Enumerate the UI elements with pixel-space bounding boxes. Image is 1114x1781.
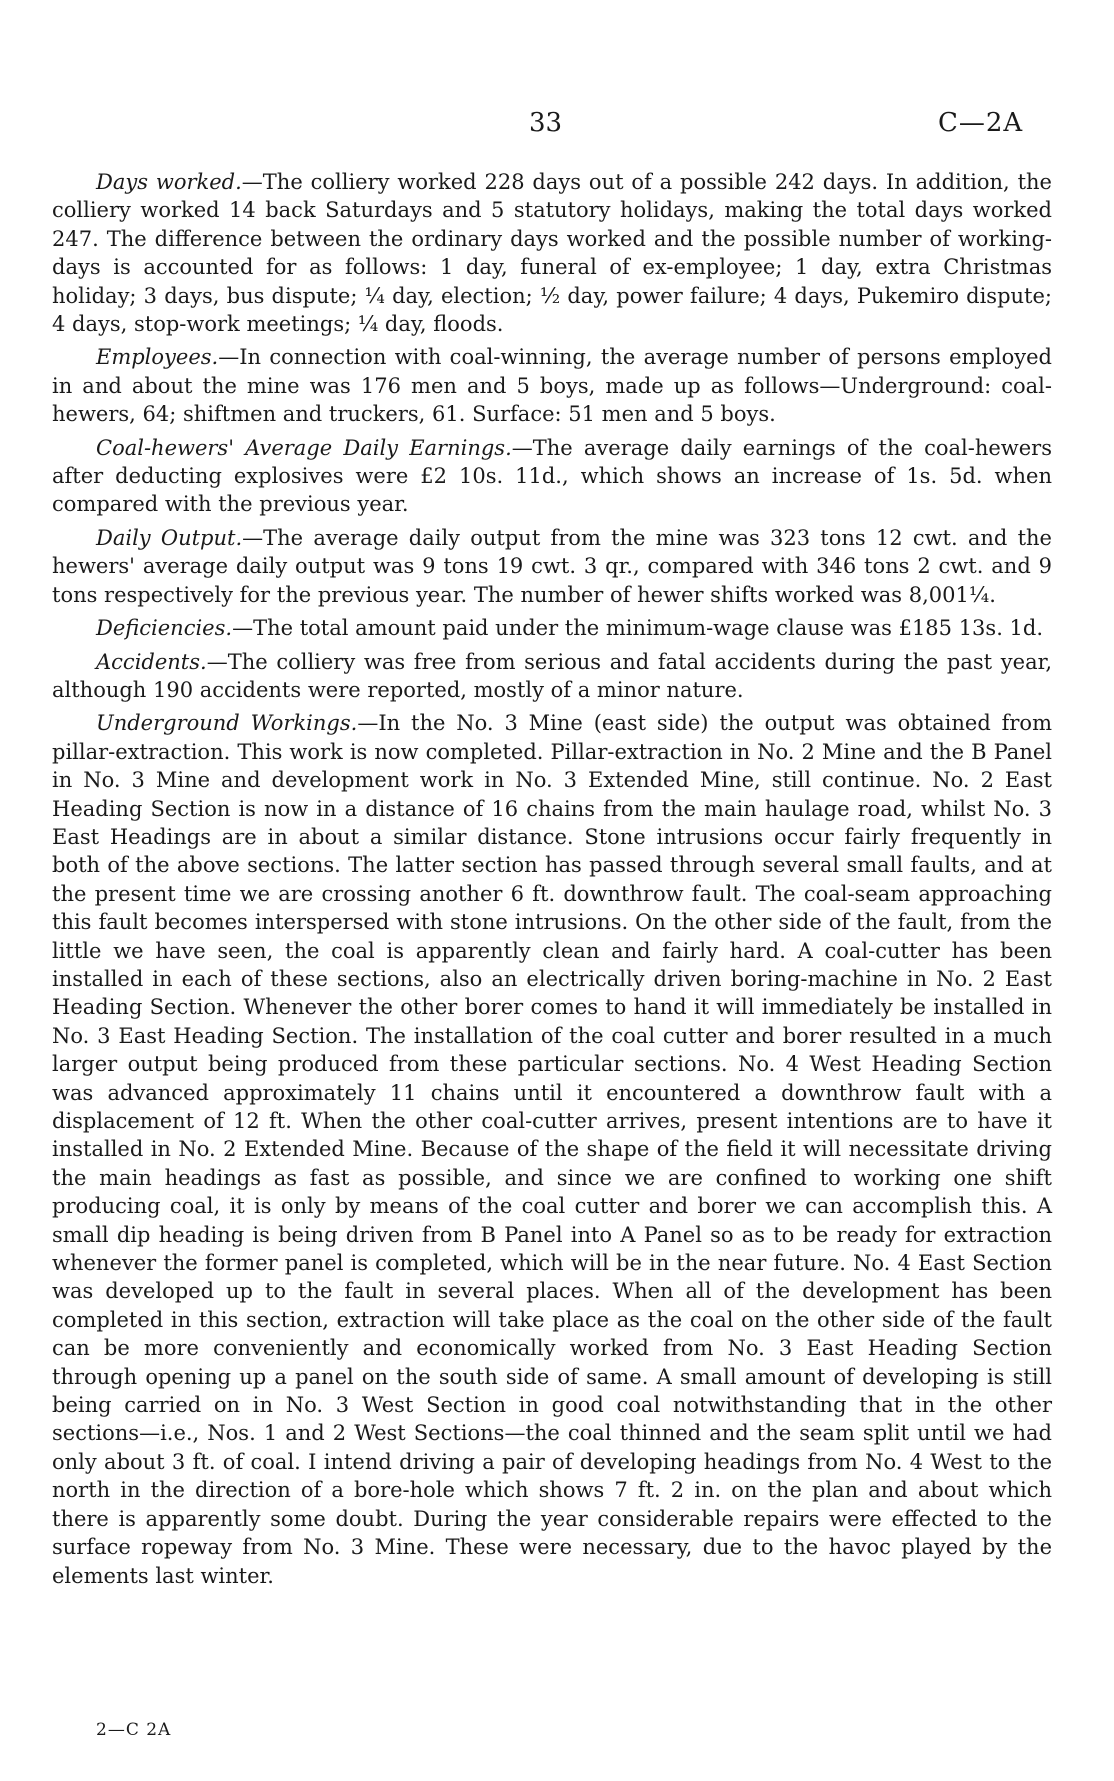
paragraph-text: —The colliery was free from serious and fatal accidents during the past year, although 190 accidents were reported, mostly of a minor nature. (52, 649, 1052, 702)
paragraph-heading: Daily Output. (96, 525, 243, 550)
paragraph-text: —The average daily earnings of the coal-hewers after deducting explosives were £2 10s. 11d., which shows an increase of 1s. 5d. when compared with the previous year. (52, 435, 1052, 517)
paragraph-text: —In the No. 3 Mine (east side) the output was obtained from pillar-extraction. This work is now completed. Pillar-extraction in No. 2 Mine and the B Panel in No. 3 Mine and development work in No. 3 Extended Mine, still continue. No. 2 East Heading Section is now in a distance of 16 chains from the main haulage road, whilst No. 3 East Headings are in about a similar distance. Stone intrusions occur fairly frequently in both of the above sections. The latter section has passed through several small faults, and at the present time we are crossing another 6 ft. downthrow fault. The coal-seam approaching this fault becomes interspersed with stone intrusions. On the other side of the fault, from the little we have seen, the coal is apparently clean and fairly hard. A coal-cutter has been installed in each of these sections, also an electrically driven boring-machine in No. 2 East Heading Section. Whenever the other borer comes to hand it will immediately be installed in No. 3 East Heading Section. The installation of the coal cutter and borer resulted in a much larger output being produced from these particular sections. No. 4 West Heading Section was advanced approximately 11 chains until it encountered a downthrow fault with a displacement of 12 ft. When the other coal-cutter arrives, present intentions are to have it installed in No. 2 Extended Mine. Because of the shape of the field it will necessitate driving the main headings as fast as possible, and since we are confined to working one shift producing coal, it is only by means of the coal cutter and borer we can accomplish this. A small dip heading is being driven from B Panel into A Panel so as to be ready for extraction whenever the former panel is completed, which will be in the near future. No. 4 East Section was developed up to the fault in several places. When all of the development has been completed in this section, extraction will take place as the coal on the other side of the fault can be more conveniently and economically worked from No. 3 East Heading Section through opening up a panel on the south side of same. A small amount of developing is still being carried on in No. 3 West Section in good coal notwithstanding that in the other sections—i.e., Nos. 1 and 2 West Sections—the coal thinned and the seam split until we had only about 3 ft. of coal. I intend driving a pair of developing headings from No. 4 West to the north in the direction of a bore-hole which shows 7 ft. 2 in. on the plan and about which there is apparently some doubt. During the year considerable repairs were effected to the surface ropeway from No. 3 Mine. These were necessary, due to the havoc played by the elements last winter. (52, 711, 1052, 1588)
paragraph-heading: Coal-hewers' Average Daily Earnings. (96, 435, 512, 460)
paragraph-text: —In connection with coal-winning, the average number of persons employed in and about the mine was 176 men and 5 boys, made up as follows—Underground: coal-hewers, 64; shiftmen and truckers, 61. Surface: 51 men and 5 boys. (52, 345, 1052, 427)
paragraph-heading: Deficiencies. (96, 616, 233, 641)
paragraph-heading: Underground Workings. (96, 711, 358, 736)
report-body (52, 168, 1052, 1595)
paragraph-employees (52, 343, 1052, 428)
paragraph-text: —The total amount paid under the minimum-wage clause was £185 13s. 1d. (232, 616, 1044, 641)
printer-signature: 2—C 2A (96, 1720, 172, 1740)
paragraph-days-worked (52, 168, 1052, 338)
paragraph-deficiencies (52, 614, 1052, 642)
paragraph-heading: Accidents. (96, 649, 207, 674)
paragraph-text: —The colliery worked 228 days out of a possible 242 days. In addition, the colliery worked 14 back Saturdays and 5 statutory holidays, making the total days worked 247. The difference between the ordinary days worked and the possible number of working-days is accounted for as follows: 1 day, funeral of ex-employee; 1 day, extra Christmas holiday; 3 days, bus dispute; ¼ day, election; ½ day, power failure; 4 days, Pukemiro dispute; 4 days, stop-work meetings; ¼ day, floods. (52, 170, 1052, 337)
paragraph-underground-workings (52, 709, 1052, 1590)
paragraph-heading: Employees. (96, 345, 219, 370)
paragraph-daily-output (52, 524, 1052, 609)
document-code: C—2A (938, 108, 1024, 138)
paragraph-earnings (52, 434, 1052, 519)
page-header (0, 108, 1114, 148)
paragraph-heading: Days worked. (96, 170, 242, 194)
page-number: 33 (529, 108, 563, 138)
paragraph-text: —The average daily output from the mine was 323 tons 12 cwt. and the hewers' average daily output was 9 tons 19 cwt. 3 qr., compared with 346 tons 2 cwt. and 9 tons respectively for the previous year. The number of hewer shifts worked was 8,001¼. (52, 525, 1052, 607)
paragraph-accidents (52, 648, 1052, 705)
